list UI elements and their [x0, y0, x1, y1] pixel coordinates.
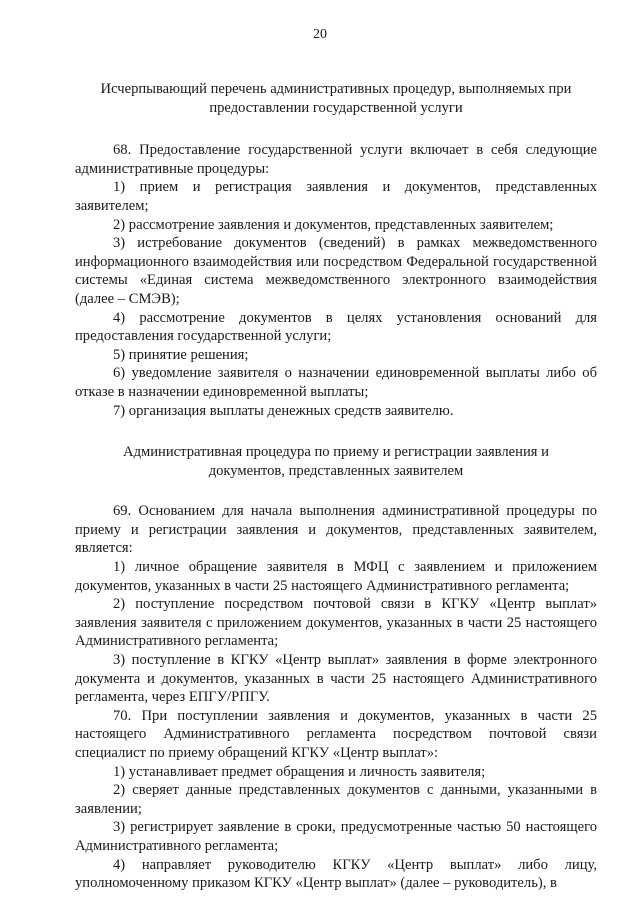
section-heading-procedures: Исчерпывающий перечень административных процедур, выполняемых при предоставлении государственной услуги — [100, 81, 572, 116]
list-item-69-2: 2) поступление посредством почтовой связи в КГКУ «Центр выплат» заявления заявителя с приложением документов, указанных в части 25 настоящего Административного регламента; — [75, 596, 597, 650]
list-item-69-3: 3) поступление в КГКУ «Центр выплат» заявления в форме электронного документа и документов, указанных в части 25 настоящего Административного регламента, через ЕПГУ/РПГУ. — [75, 652, 597, 706]
list-item-68-6: 6) уведомление заявителя о назначении единовременной выплаты либо об отказе в назначении единовременной выплаты; — [75, 365, 597, 400]
list-item-68-3: 3) истребование документов (сведений) в рамках межведомственного информационного взаимодействия или посредством Федеральной государственной системы «Единая система межведомственного электронного взаимодействия (далее – СМЭВ); — [75, 235, 597, 307]
section-heading-registration: Административная процедура по приему и регистрации заявления и документов, представленных заявителем — [123, 444, 549, 479]
list-item-68-1: 1) прием и регистрация заявления и документов, представленных заявителем; — [75, 179, 597, 214]
paragraph-69-intro: 69. Основанием для начала выполнения административной процедуры по приему и регистрации заявления и документов, представленных заявителем, является: — [75, 503, 597, 557]
list-item-68-4: 4) рассмотрение документов в целях установления оснований для предоставления государственной услуги; — [75, 309, 597, 345]
paragraph-group-70 — [75, 707, 597, 893]
paragraph-70-intro: 70. При поступлении заявления и документов, указанных в части 25 настоящего Административного регламента посредством почтовой связи специалист по приему обращений КГКУ «Центр выплат»: — [75, 707, 597, 761]
list-item-70-3: 3) регистрирует заявление в сроки, предусмотренные частью 50 настоящего Административного регламента; — [75, 819, 597, 854]
list-item-69-1: 1) личное обращение заявителя в МФЦ с заявлением и приложением документов, указанных в части 25 настоящего Административного регламента; — [75, 559, 597, 594]
paragraph-group-68 — [75, 141, 597, 420]
list-item-68-7: 7) организация выплаты денежных средств заявителю. — [113, 402, 454, 419]
list-item-70-1: 1) устанавливает предмет обращения и личность заявителя; — [113, 763, 486, 780]
list-item-68-2: 2) рассмотрение заявления и документов, представленных заявителем; — [113, 216, 554, 233]
paragraph-group-69 — [75, 502, 597, 707]
document-body — [75, 80, 597, 893]
list-item-70-4: 4) направляет руководителю КГКУ «Центр выплат» либо лицу, уполномоченному приказом КГКУ «Центр выплат» (далее – руководитель), в — [75, 856, 597, 892]
page-number: 20 — [313, 27, 327, 42]
list-item-70-2: 2) сверяет данные представленных документов с данными, указанными в заявлении; — [75, 782, 597, 817]
paragraph-68-intro: 68. Предоставление государственной услуги включает в себя следующие административные процедуры: — [75, 142, 597, 177]
list-item-68-5: 5) принятие решения; — [113, 346, 249, 363]
